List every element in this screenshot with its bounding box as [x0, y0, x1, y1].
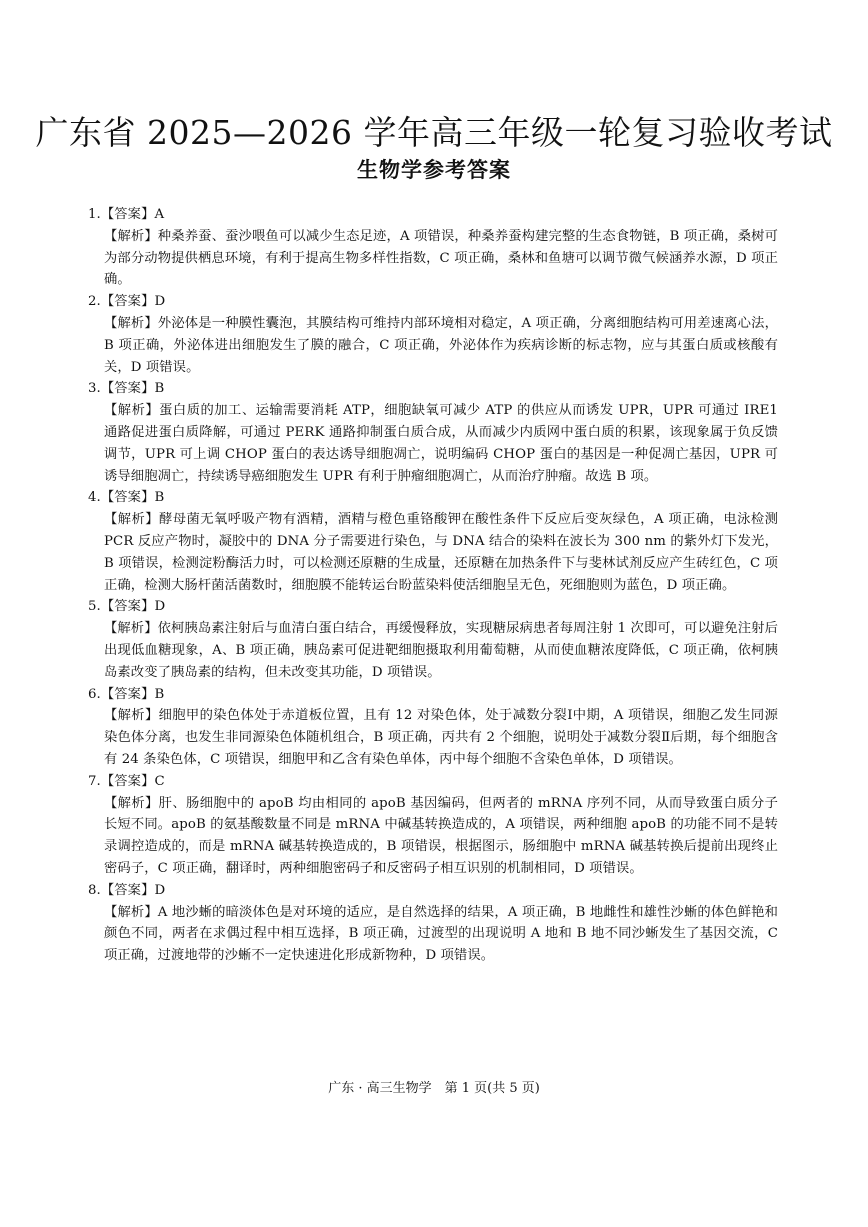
question-4: [88, 487, 778, 596]
page-title: 广东省 2025—2026 学年高三年级一轮复习验收考试: [35, 113, 833, 152]
analysis-text: 【解析】蛋白质的加工、运输需要消耗 ATP，细胞缺氧可减少 ATP 的供应从而诱发 UPR，UPR 可通过 IRE1 通路促进蛋白质降解，可通过 PERK 通路抑制蛋白质合成，从而减少内质网中蛋白质的积累，该现象属于负反馈调节，UPR 可上调 CHOP 蛋白的表达诱导细胞凋亡，说明编码 CHOP 蛋白的基因是一种促凋亡基因，UPR 可诱导细胞凋亡，持续诱导癌细胞发生 UPR 有利于肿瘤细胞凋亡，从而治疗肿瘤。故选 B 项。: [104, 403, 778, 484]
answer-list: [88, 204, 778, 967]
page-subtitle: 生物学参考答案: [357, 158, 511, 182]
answer-line: 3.【答案】B: [88, 381, 165, 397]
page-footer: 广东 · 高三生物学 第 1 页(共 5 页): [328, 1081, 540, 1096]
question-2: [88, 291, 778, 378]
analysis-text: 【解析】酵母菌无氧呼吸产物有酒精，酒精与橙色重铬酸钾在酸性条件下反应后变灰绿色，A 项正确，电泳检测 PCR 反应产物时，凝胶中的 DNA 分子需要进行染色，与 DNA 结合的染料在波长为 300 nm 的紫外灯下发光，B 项错误，检测淀粉酶活力时，可以检测还原糖的生成量，还原糖在加热条件下与斐林试剂反应产生砖红色，C 项正确，检测大肠杆菌活菌数时，细胞膜不能转运台盼蓝染料使活细胞呈无色，死细胞则为蓝色，D 项正确。: [104, 512, 778, 593]
analysis-text: 【解析】A 地沙蜥的暗淡体色是对环境的适应，是自然选择的结果，A 项正确，B 地雌性和雄性沙蜥的体色鲜艳和颜色不同，两者在求偶过程中相互选择，B 项正确，过渡型的出现说明 A 地和 B 地不同沙蜥发生了基因交流，C 项正确，过渡地带的沙蜥不一定快速进化形成新物种，D 项错误。: [104, 904, 778, 964]
question-6: [88, 684, 778, 771]
analysis-text: 【解析】依柯胰岛素注射后与血清白蛋白结合，再缓慢释放，实现糖尿病患者每周注射 1 次即可，可以避免注射后出现低血糖现象，A、B 项正确，胰岛素可促进靶细胞摄取利用葡萄糖，从而使血糖浓度降低，C 项正确，依柯胰岛素改变了胰岛素的结构，但未改变其功能，D 项错误。: [104, 621, 778, 680]
answer-line: 1.【答案】A: [88, 207, 165, 222]
answer-line: 8.【答案】D: [88, 882, 166, 898]
analysis-text: 【解析】细胞甲的染色体处于赤道板位置，且有 12 对染色体，处于减数分裂Ⅰ中期，A 项错误，细胞乙发生同源染色体分离，也发生非同源染色体随机组合，B 项正确，丙共有 2 个细胞，说明处于减数分裂Ⅱ后期，每个细胞含有 24 条染色体，C 项错误，细胞甲和乙含有染色单体，丙中每个细胞不含染色单体，D 项错误。: [104, 708, 778, 767]
answer-line: 4.【答案】B: [88, 490, 165, 506]
analysis-text: 【解析】肝、肠细胞中的 apoB 均由相同的 apoB 基因编码，但两者的 mRNA 序列不同，从而导致蛋白质分子长短不同。apoB 的氨基酸数量不同是 mRNA 中碱基转换造成的，A 项错误，两种细胞 apoB 的功能不同不是转录调控造成的，而是 mRNA 碱基转换造成的，B 项错误，根据图示，肠细胞中 mRNA 碱基转换后提前出现终止密码子，C 项正确，翻译时，两种细胞密码子和反密码子相互识别的机制相同，D 项错误。: [104, 795, 778, 876]
answer-line: 2.【答案】D: [88, 294, 166, 310]
analysis-text: 【解析】种桑养蚕、蚕沙喂鱼可以减少生态足迹，A 项错误，种桑养蚕构建完整的生态食物链，B 项正确，桑树可为部分动物提供栖息环境，有利于提高生物多样性指数，C 项正确，桑林和鱼塘可以调节微气候涵养水源，D 项正确。: [104, 228, 778, 288]
question-8: [88, 880, 778, 967]
answer-line: 5.【答案】D: [88, 599, 166, 615]
analysis-text: 【解析】外泌体是一种膜性囊泡，其膜结构可维持内部环境相对稳定，A 项正确，分离细胞结构可用差速离心法，B 项正确，外泌体进出细胞发生了膜的融合，C 项正确，外泌体作为疾病诊断的标志物，应与其蛋白质或核酸有关，D 项错误。: [104, 315, 778, 375]
question-7: [88, 771, 778, 880]
answer-line: 7.【答案】C: [88, 773, 165, 789]
question-3: [88, 378, 778, 487]
question-1: [88, 204, 778, 291]
answer-line: 6.【答案】B: [88, 686, 165, 702]
question-5: [88, 596, 778, 683]
